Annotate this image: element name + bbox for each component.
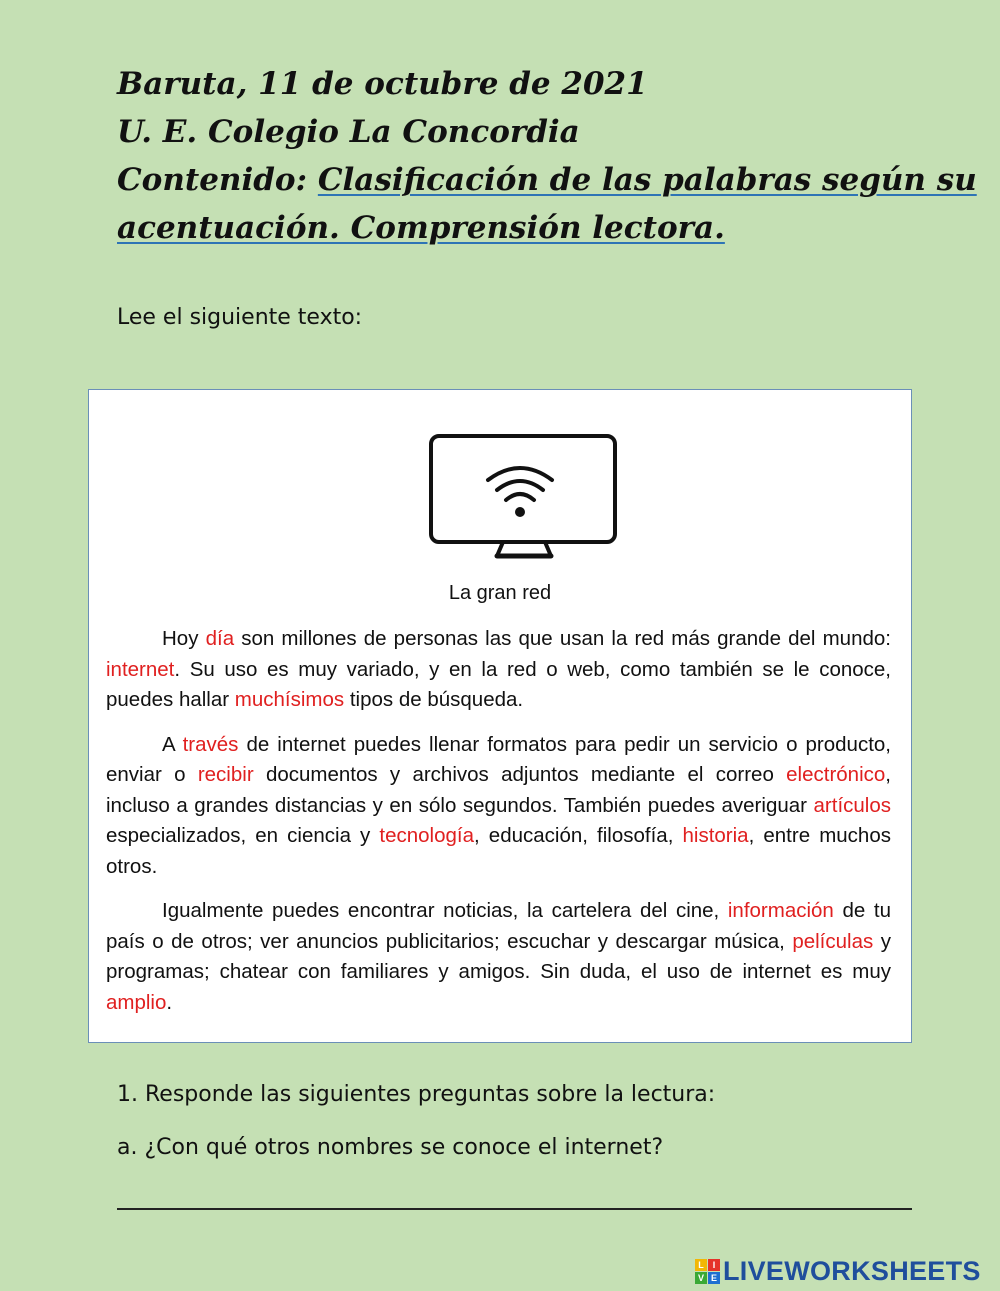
content-topic-continued: acentuación. Comprensión lectora. <box>117 210 725 246</box>
highlighted-word: tecnología <box>379 824 475 847</box>
text-segment: , educación, filosofía, <box>474 824 683 847</box>
document-header <box>117 60 977 252</box>
content-line-2 <box>117 204 917 252</box>
text-segment: son millones de personas las que usan la red más grande del mundo: <box>234 627 891 650</box>
logo-tile: L <box>695 1259 707 1271</box>
answer-line-a[interactable] <box>117 1208 912 1210</box>
text-segment: documentos y archivos adjuntos mediante el correo <box>253 763 787 786</box>
reading-box <box>88 389 912 1043</box>
text-segment: Hoy <box>162 627 206 650</box>
text-segment: , entre muchos otros. <box>106 824 891 878</box>
liveworksheets-brand[interactable] <box>695 1256 981 1286</box>
tv-wifi-icon <box>427 432 623 564</box>
reading-instruction: Lee el siguiente texto: <box>117 305 363 330</box>
highlighted-word: electrónico <box>786 763 886 786</box>
logo-tile: I <box>708 1259 720 1271</box>
brand-text: LIVEWORKSHEETS <box>723 1255 981 1286</box>
reading-paragraph <box>106 896 891 1018</box>
reading-title: La gran red <box>448 582 552 604</box>
text-segment: especializados, en ciencia y <box>106 824 380 847</box>
highlighted-word: artículos <box>813 793 891 817</box>
highlighted-word: internet <box>106 657 175 681</box>
text-segment: . Su uso es muy variado, y en la red o web, como también se le conoce, puedes hallar <box>106 657 891 711</box>
text-segment: , incluso a grandes distancias y en sólo segundos. También puedes averiguar <box>106 763 891 817</box>
content-line <box>117 156 977 204</box>
reading-paragraph <box>106 624 891 716</box>
text-segment: Igualmente puedes encontrar noticias, la cartelera del cine, <box>162 899 728 922</box>
highlighted-word: recibir <box>197 763 254 786</box>
question-a: a. ¿Con qué otros nombres se conoce el internet? <box>117 1135 664 1160</box>
school-line: U. E. Colegio La Concordia <box>117 114 580 150</box>
highlighted-word: muchísimos <box>234 688 345 711</box>
question-heading: 1. Responde las siguientes preguntas sobre la lectura: <box>117 1082 716 1107</box>
content-topic: Clasificación de las palabras según su <box>317 162 977 198</box>
reading-paragraph <box>106 730 891 883</box>
highlighted-word: historia <box>682 824 749 847</box>
highlighted-word: información <box>727 899 834 922</box>
text-segment: A <box>162 732 183 756</box>
text-segment: de tu país o de otros; ver anuncios publicitarios; escuchar y descargar música, <box>106 899 891 953</box>
text-segment: . <box>166 990 173 1014</box>
text-segment: de internet puedes llenar formatos para pedir un servicio o producto, enviar o <box>106 732 891 786</box>
highlighted-word: amplio <box>106 990 167 1014</box>
liveworksheets-logo-icon <box>695 1259 720 1284</box>
content-label: Contenido: <box>117 162 308 198</box>
highlighted-word: día <box>205 627 235 650</box>
logo-tile: V <box>695 1272 707 1284</box>
text-segment: tipos de búsqueda. <box>344 688 524 711</box>
text-segment: y programas; chatear con familiares y amigos. Sin duda, el uso de internet es muy <box>106 929 891 983</box>
reading-text <box>106 624 891 1032</box>
date-line: Baruta, 11 de octubre de 2021 <box>117 66 648 102</box>
highlighted-word: través <box>182 732 239 756</box>
logo-tile: E <box>708 1272 720 1284</box>
highlighted-word: películas <box>792 929 874 953</box>
